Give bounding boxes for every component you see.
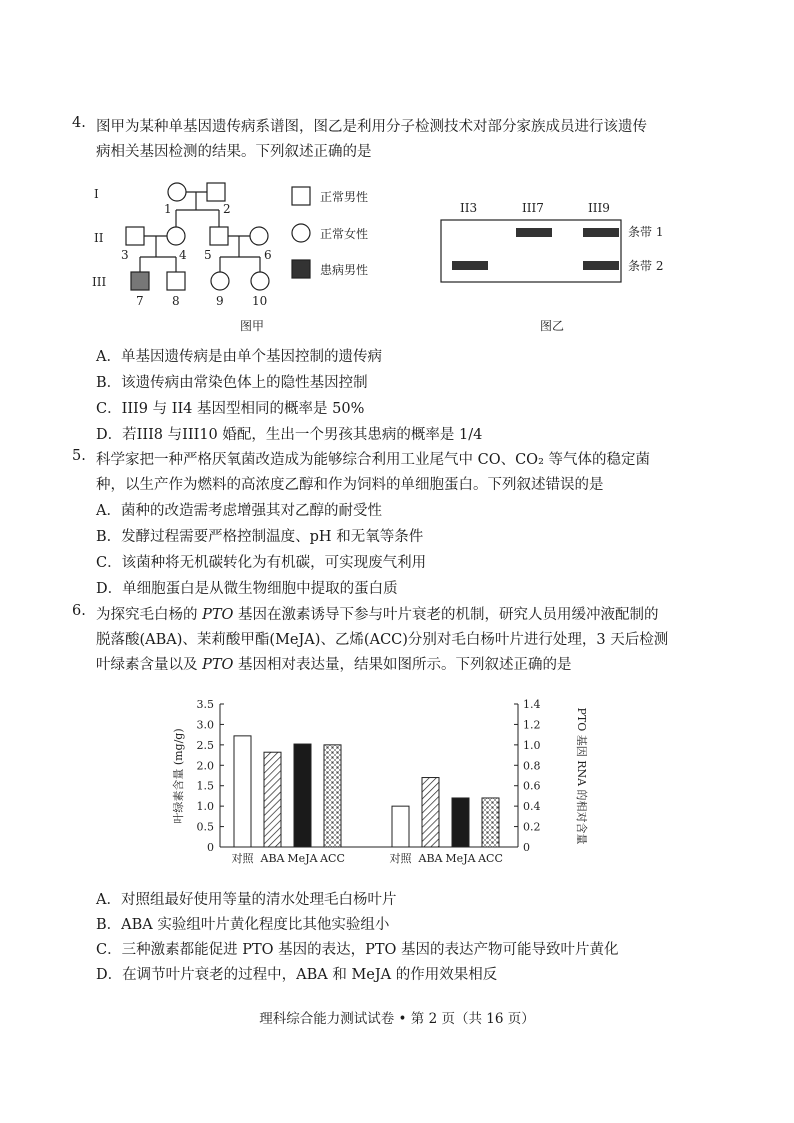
tick-label-right: 0.8 bbox=[523, 759, 541, 773]
tick-label-left: 1.5 bbox=[196, 779, 214, 793]
gel-caption: 图乙 bbox=[540, 319, 565, 333]
category-label: ABA bbox=[418, 852, 443, 865]
page-footer: 理科综合能力测试试卷 • 第 2 页（共 16 页） bbox=[259, 1011, 535, 1027]
q5-option-c: C．该菌种将无机碳转化为有机碳，可实现废气利用 bbox=[96, 555, 427, 571]
tick-label-left: 2.5 bbox=[196, 738, 214, 752]
q5-option-a: A．菌种的改造需考虑增强其对乙醇的耐受性 bbox=[96, 503, 382, 519]
tick-label-right: 0.6 bbox=[523, 779, 541, 793]
q6-stem-line2: 脱落酸(ABA)、茉莉酸甲酯(MeJA)、乙烯(ACC)分别对毛白杨叶片进行处理，3 天后检测 bbox=[96, 632, 669, 648]
q5-option-d: D．单细胞蛋白是从微生物细胞中提取的蛋白质 bbox=[96, 581, 398, 597]
legend-normal-male: 正常男性 bbox=[320, 190, 369, 204]
category-label: 对照 bbox=[389, 852, 412, 865]
q5-number: 5. bbox=[72, 448, 86, 464]
ind-8: 8 bbox=[172, 294, 180, 308]
tick-label-left: 3.5 bbox=[196, 698, 214, 711]
q4-option-a: A．单基因遗传病是由单个基因控制的遗传病 bbox=[96, 349, 382, 365]
bar-chlorophyll-MeJA bbox=[294, 744, 311, 847]
q6-number: 6. bbox=[72, 603, 86, 619]
q4-option-b: B．该遗传病由常染色体上的隐性基因控制 bbox=[96, 375, 368, 391]
category-label: ACC bbox=[320, 852, 345, 865]
pedigree-figure bbox=[80, 172, 400, 342]
band-label-2: 条带 2 bbox=[628, 259, 664, 273]
ind-7: 7 bbox=[136, 294, 144, 308]
tick-label-left: 1.0 bbox=[196, 800, 214, 814]
q6-stem-line1: 为探究毛白杨的 PTO 基因在激素诱导下参与叶片衰老的机制，研究人员用缓冲液配制的 bbox=[96, 607, 659, 623]
category-label: ABA bbox=[260, 852, 285, 865]
category-label: 对照 bbox=[231, 852, 254, 865]
pedigree-caption: 图甲 bbox=[240, 319, 265, 333]
tick-label-right: 0 bbox=[523, 841, 530, 854]
q4-option-d: D．若III8 与III10 婚配，生出一个男孩其患病的概率是 1/4 bbox=[96, 427, 483, 443]
q6-stem-line3: 叶绿素含量以及 PTO 基因相对表达量，结果如图所示。下列叙述正确的是 bbox=[96, 657, 572, 673]
ind-5: 5 bbox=[204, 248, 212, 262]
ind-3: 3 bbox=[121, 248, 129, 262]
gel-figure bbox=[436, 198, 696, 338]
ind-9: 9 bbox=[216, 294, 224, 308]
gen-label-1: I bbox=[94, 187, 99, 201]
q6-option-a: A．对照组最好使用等量的清水处理毛白杨叶片 bbox=[96, 892, 397, 908]
tick-label-left: 0 bbox=[207, 841, 214, 854]
bar-chlorophyll-ACC bbox=[324, 745, 341, 847]
legend-normal-female: 正常女性 bbox=[320, 227, 369, 241]
band-label-1: 条带 1 bbox=[628, 225, 664, 239]
lane-label-III9: III9 bbox=[588, 201, 610, 215]
bar-pto-rna-ACC bbox=[482, 798, 499, 847]
q5-option-b: B．发酵过程需要严格控制温度、pH 和无氧等条件 bbox=[96, 529, 424, 545]
tick-label-right: 1.2 bbox=[523, 718, 541, 732]
category-label: MeJA bbox=[445, 852, 476, 865]
q5-stem-line1: 科学家把一种严格厌氧菌改造成为能够综合利用工业尾气中 CO、CO₂ 等气体的稳定菌 bbox=[96, 452, 650, 468]
q6-option-d: D．在调节叶片衰老的过程中，ABA 和 MeJA 的作用效果相反 bbox=[96, 967, 498, 983]
tick-label-left: 0.5 bbox=[196, 820, 214, 834]
category-label: MeJA bbox=[287, 852, 318, 865]
q5-stem-line2: 种，以生产作为燃料的高浓度乙醇和作为饲料的单细胞蛋白。下列叙述错误的是 bbox=[96, 477, 604, 493]
ind-1: 1 bbox=[164, 202, 172, 216]
bar-pto-rna-ABA bbox=[422, 778, 439, 847]
q4-number: 4. bbox=[72, 115, 86, 131]
tick-label-right: 1.0 bbox=[523, 738, 541, 752]
tick-label-right: 1.4 bbox=[523, 698, 541, 711]
lane-label-III7: III7 bbox=[522, 201, 544, 215]
ind-4: 4 bbox=[179, 248, 187, 262]
ind-10: 10 bbox=[252, 294, 268, 308]
y-axis-label-right: PTO 基因 RNA 的相对含量 bbox=[575, 707, 588, 845]
bar-chlorophyll-ABA bbox=[264, 752, 281, 847]
ind-2: 2 bbox=[223, 202, 231, 216]
q4-option-c: C．III9 与 II4 基因型相同的概率是 50% bbox=[96, 401, 365, 417]
q4-stem-line2: 病相关基因检测的结果。下列叙述正确的是 bbox=[96, 144, 372, 160]
category-label: ACC bbox=[478, 852, 503, 865]
tick-label-left: 3.0 bbox=[196, 718, 214, 732]
gen-label-2: II bbox=[94, 231, 104, 245]
q6-option-c: C．三种激素都能促进 PTO 基因的表达，PTO 基因的表达产物可能导致叶片黄化 bbox=[96, 942, 619, 958]
bar-pto-rna-对照 bbox=[392, 806, 409, 847]
tick-label-left: 2.0 bbox=[196, 759, 214, 773]
bar-pto-rna-MeJA bbox=[452, 798, 469, 847]
lane-label-II3: II3 bbox=[460, 201, 478, 215]
gen-label-3: III bbox=[92, 275, 107, 289]
q4-stem-line1: 图甲为某种单基因遗传病系谱图，图乙是利用分子检测技术对部分家族成员进行该遗传 bbox=[96, 119, 647, 135]
legend-affected-male: 患病男性 bbox=[320, 263, 369, 277]
tick-label-right: 0.4 bbox=[523, 800, 541, 814]
q6-bar-chart bbox=[170, 690, 590, 880]
tick-label-right: 0.2 bbox=[523, 820, 541, 834]
ind-6: 6 bbox=[264, 248, 272, 262]
bar-chlorophyll-对照 bbox=[234, 736, 251, 847]
y-axis-label-left: 叶绿素含量 (mg/g) bbox=[172, 728, 185, 824]
q6-option-b: B．ABA 实验组叶片黄化程度比其他实验组小 bbox=[96, 917, 390, 933]
